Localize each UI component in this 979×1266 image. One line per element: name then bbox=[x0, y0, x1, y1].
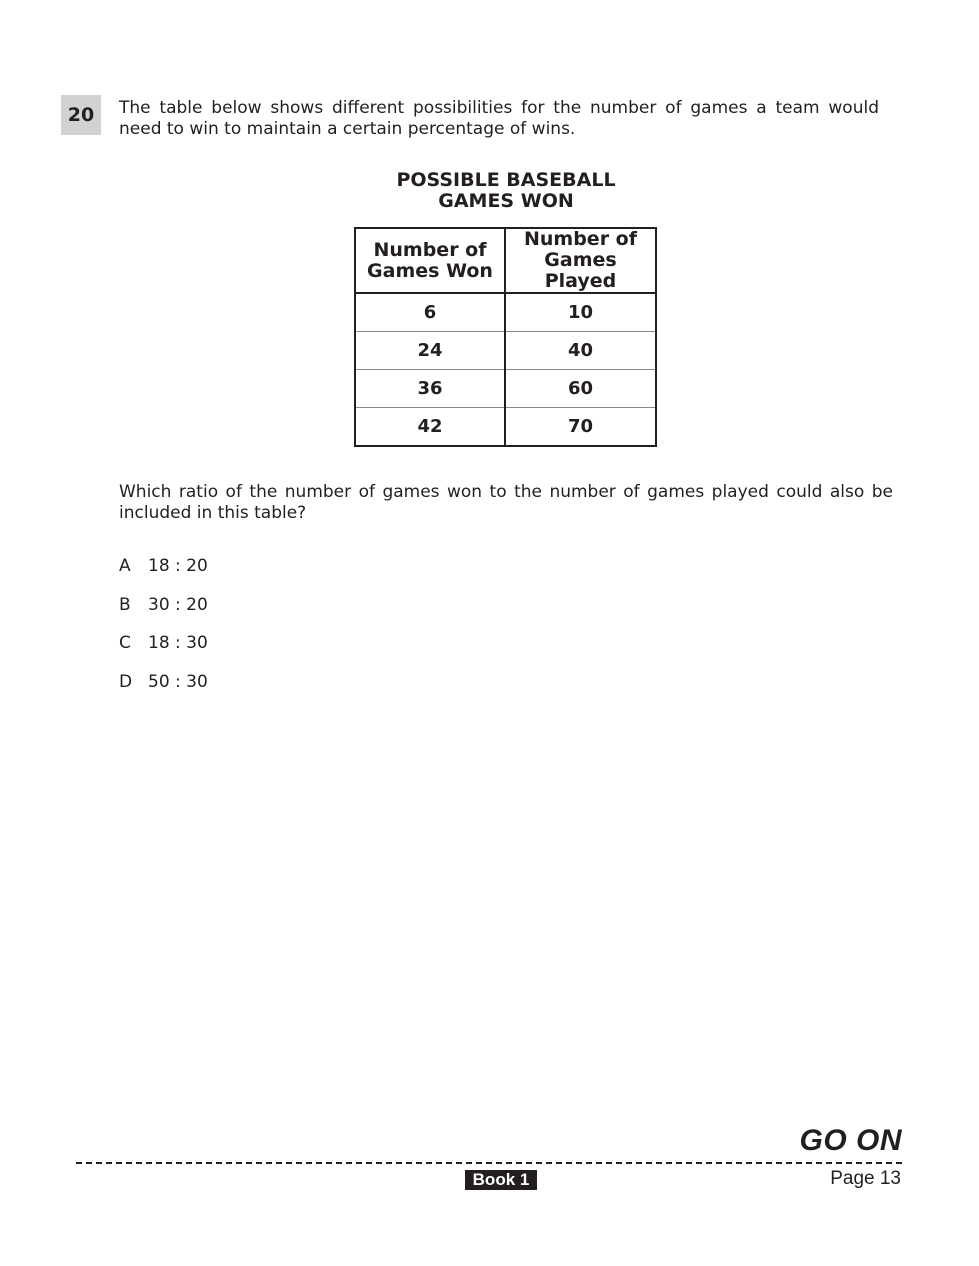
header-games-played bbox=[505, 228, 656, 293]
answer-options bbox=[119, 556, 208, 710]
header-games-played-line-1: Number of bbox=[523, 228, 638, 250]
cell-games-played: 70 bbox=[505, 408, 656, 447]
cell-games-won: 36 bbox=[355, 370, 505, 408]
option-text: 18 : 20 bbox=[148, 556, 208, 576]
table-row bbox=[355, 408, 656, 447]
table-title-line-2: GAMES WON bbox=[438, 190, 574, 212]
book-badge: Book 1 bbox=[465, 1170, 537, 1190]
question-stem: The table below shows different possibilities for the number of games a team would need to win to maintain a certain percentage of wins. bbox=[119, 98, 879, 139]
table-title bbox=[355, 170, 657, 212]
table-row bbox=[355, 332, 656, 370]
table-title-line-1: POSSIBLE BASEBALL bbox=[396, 169, 616, 191]
cell-games-won: 42 bbox=[355, 408, 505, 447]
answer-option-a[interactable] bbox=[119, 556, 208, 595]
cell-games-played: 60 bbox=[505, 370, 656, 408]
option-text: 30 : 20 bbox=[148, 594, 208, 615]
option-letter: D bbox=[119, 671, 133, 692]
games-table bbox=[354, 227, 657, 447]
cell-games-won: 24 bbox=[355, 332, 505, 370]
header-games-played-line-2: Games Played bbox=[544, 249, 617, 292]
header-games-won-line-2: Games Won bbox=[367, 259, 493, 282]
footer-divider bbox=[76, 1162, 902, 1164]
answer-option-b[interactable] bbox=[119, 595, 208, 634]
answer-option-c[interactable] bbox=[119, 633, 208, 672]
table-row bbox=[355, 370, 656, 408]
option-letter: B bbox=[119, 594, 131, 615]
question-prompt: Which ratio of the number of games won to the number of games played could also be included in this table? bbox=[119, 482, 893, 523]
option-text: 50 : 30 bbox=[148, 671, 208, 692]
page-number: Page 13 bbox=[830, 1168, 901, 1189]
header-games-won-line-1: Number of bbox=[373, 238, 487, 261]
cell-games-played: 10 bbox=[505, 293, 656, 332]
option-text: 18 : 30 bbox=[148, 633, 208, 653]
cell-games-won: 6 bbox=[355, 293, 505, 332]
answer-option-d[interactable] bbox=[119, 672, 208, 711]
table-header-row bbox=[355, 228, 656, 293]
option-letter: A bbox=[119, 556, 131, 576]
table-row bbox=[355, 293, 656, 332]
option-letter: C bbox=[119, 633, 131, 653]
go-on-label: GO ON bbox=[799, 1124, 902, 1157]
cell-games-played: 40 bbox=[505, 332, 656, 370]
header-games-won bbox=[355, 228, 505, 293]
question-number: 20 bbox=[61, 95, 101, 135]
